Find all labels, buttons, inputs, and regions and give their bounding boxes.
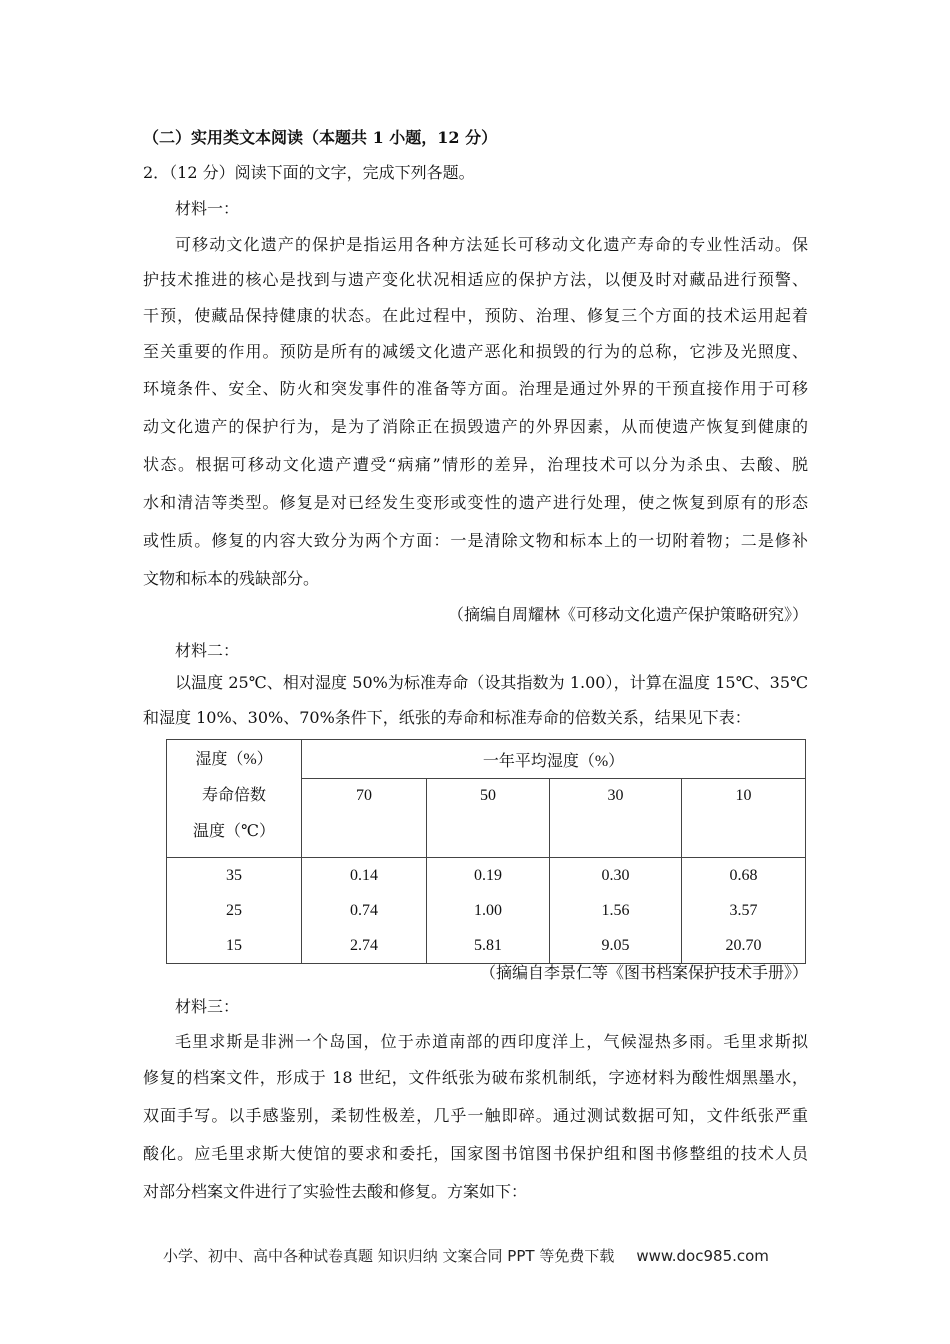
temperature-value: 15 — [226, 937, 242, 954]
material3-line: 对部分档案文件进行了实验性去酸和修复。方案如下： — [143, 1182, 528, 1201]
material1-line: 干预，使藏品保持健康的状态。在此过程中，预防、治理、修复三个方面的技术运用起着 — [143, 306, 808, 325]
material1-label: 材料一： — [175, 199, 240, 218]
table-value: 3.57 — [729, 902, 758, 919]
material1-line: 至关重要的作用。预防是所有的减缓文化遗产恶化和损毁的行为的总称，它涉及光照度、 — [143, 342, 808, 361]
material3-label: 材料三： — [175, 997, 240, 1016]
table-value: 9.05 — [601, 937, 630, 954]
material2-line: 以温度 25℃、相对湿度 50%为标准寿命（设其指数为 1.00），计算在温度 15℃、35℃ — [175, 673, 808, 692]
value-column — [302, 858, 427, 964]
temperature-value: 25 — [226, 902, 242, 919]
page-footer — [163, 1246, 803, 1266]
temperature-value: 35 — [226, 867, 242, 884]
table-value: 2.74 — [350, 937, 378, 954]
corner-temperature-label: 温度（℃） — [193, 823, 275, 840]
material3-line: 双面手写。以手感鉴别，柔韧性极差，几乎一触即碎。通过测试数据可知，文件纸张严重 — [143, 1106, 808, 1125]
material1-line: 护技术推进的核心是找到与遗产变化状况相适应的保护方法，以便及时对藏品进行预警、 — [143, 270, 808, 289]
material1-source: （摘编自周耀林《可移动文化遗产保护策略研究》） — [447, 605, 808, 624]
material1-line: 水和清洁等类型。修复是对已经发生变形或变性的遗产进行处理，使之恢复到原有的形态 — [143, 493, 808, 512]
table-value: 5.81 — [474, 937, 502, 954]
table-group-header: 一年平均湿度（%） — [302, 740, 806, 779]
corner-lifespan-label: 寿命倍数 — [201, 787, 266, 804]
table-value: 0.74 — [350, 902, 378, 919]
humidity-header: 70 — [302, 779, 427, 858]
value-column — [682, 858, 806, 964]
table-corner-cell — [167, 740, 302, 858]
material3-line: 酸化。应毛里求斯大使馆的要求和委托，国家图书馆图书保护组和图书修整组的技术人员 — [143, 1144, 808, 1163]
material1-line: 或性质。修复的内容大致分为两个方面：一是清除文物和标本上的一切附着物；二是修补 — [143, 531, 808, 550]
temperature-column — [167, 858, 302, 964]
table-value: 0.14 — [350, 867, 378, 884]
material2-label: 材料二： — [175, 641, 240, 660]
table-value: 0.68 — [729, 867, 758, 884]
value-column — [550, 858, 682, 964]
table-value: 1.00 — [474, 902, 502, 919]
material1-line: 状态。根据可移动文化遗产遭受“病痛”情形的差异，治理技术可以分为杀虫、去酸、脱 — [143, 455, 808, 474]
material2-source: （摘编自李景仁等《图书档案保护技术手册》） — [479, 963, 808, 982]
material3-line: 修复的档案文件，形成于 18 世纪，文件纸张为破布浆机制纸，字迹材料为酸性烟黑墨水， — [143, 1068, 808, 1087]
table-value: 20.70 — [725, 937, 762, 954]
material1-line: 动文化遗产的保护行为，是为了消除正在损毁遗产的外界因素，从而使遗产恢复到健康的 — [143, 417, 808, 436]
table-value: 0.30 — [601, 867, 630, 884]
material1-line: 文物和标本的残缺部分。 — [143, 569, 320, 588]
question-intro: 2．（12 分）阅读下面的文字，完成下列各题。 — [143, 163, 475, 182]
humidity-header: 50 — [427, 779, 550, 858]
material2-line: 和湿度 10%、30%、70%条件下，纸张的寿命和标准寿命的倍数关系，结果见下表： — [143, 708, 751, 727]
material3-line: 毛里求斯是非洲一个岛国，位于赤道南部的西印度洋上，气候湿热多雨。毛里求斯拟 — [175, 1032, 808, 1051]
humidity-header: 30 — [550, 779, 682, 858]
table-value: 1.56 — [601, 902, 630, 919]
paper-lifespan-table — [166, 739, 806, 964]
footer-site-link[interactable]: www.doc985.com — [636, 1247, 769, 1265]
corner-humidity-label: 湿度（%） — [195, 751, 273, 768]
table-value: 0.19 — [474, 867, 502, 884]
value-column — [427, 858, 550, 964]
material1-line: 环境条件、安全、防火和突发事件的准备等方面。治理是通过外界的干预直接作用于可移 — [143, 379, 808, 398]
humidity-header: 10 — [682, 779, 806, 858]
section-title: （二）实用类文本阅读（本题共 1 小题，12 分） — [143, 128, 498, 147]
material1-line: 可移动文化遗产的保护是指运用各种方法延长可移动文化遗产寿命的专业性活动。保 — [175, 235, 808, 254]
footer-text: 小学、初中、高中各种试卷真题 知识归纳 文案合同 PPT 等免费下载 — [163, 1247, 615, 1265]
